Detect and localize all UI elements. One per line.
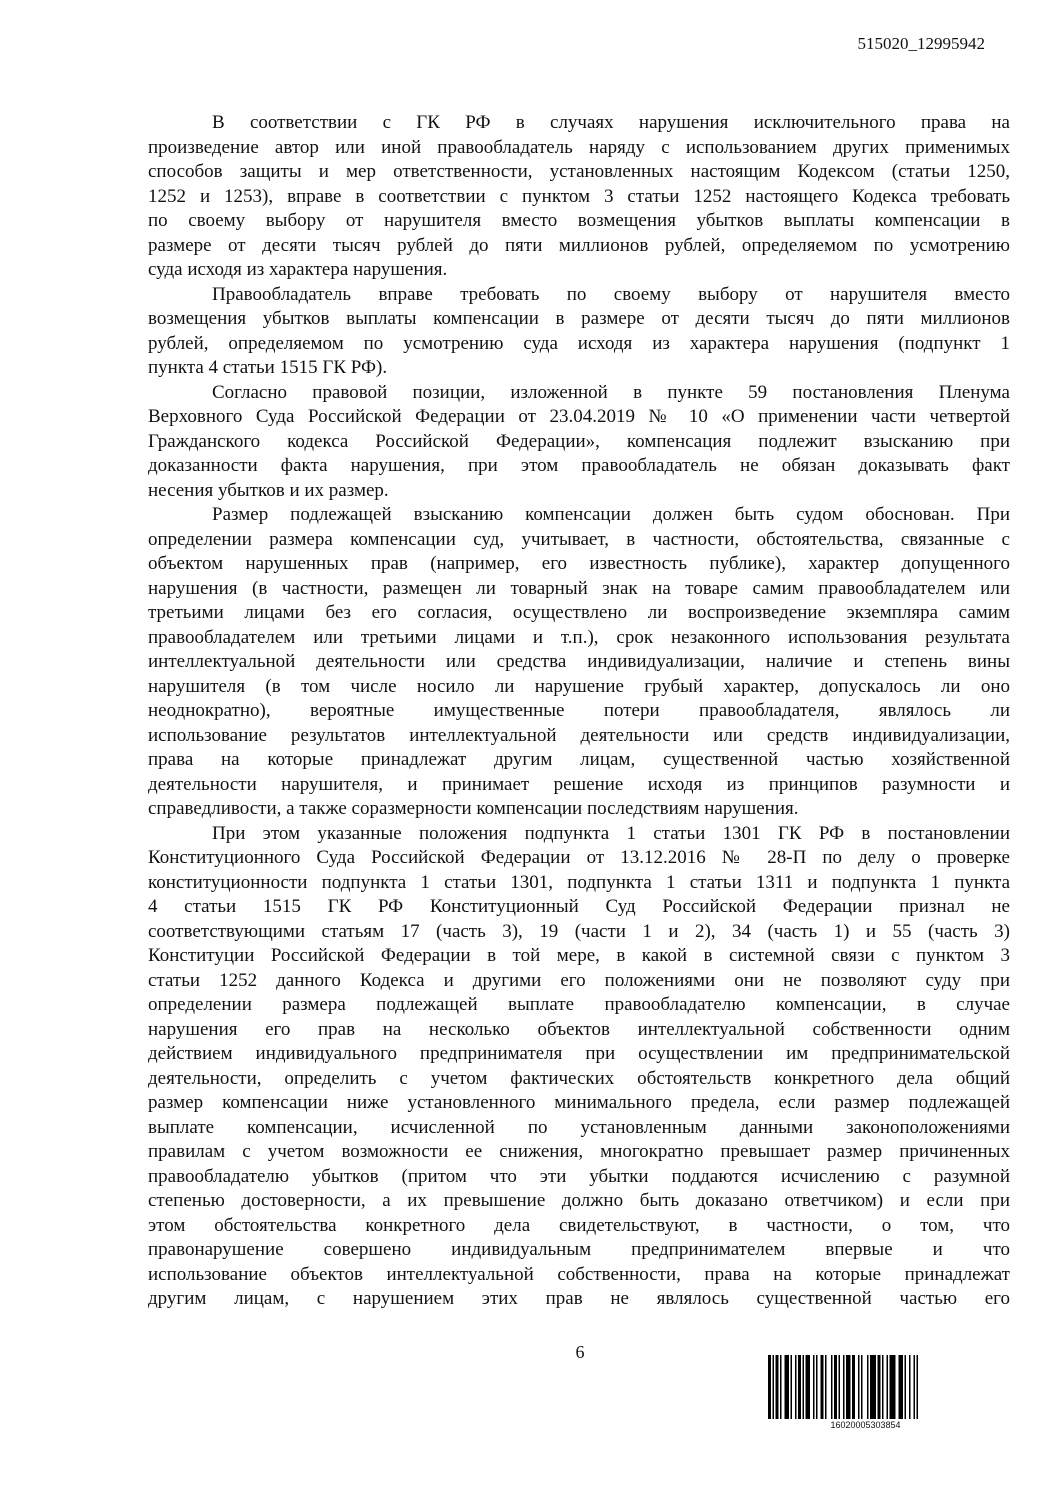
text-line: третьими лицами без его согласия, осуществлено ли воспроизведение экземпляра самим xyxy=(148,602,1010,623)
barcode-bar xyxy=(831,1355,833,1419)
text-line: пункта 4 статьи 1515 ГК РФ). xyxy=(148,357,388,378)
barcode-bar xyxy=(795,1355,797,1419)
text-line: возмещения убытков выплаты компенсации в размере от десяти тысяч до пяти миллионов xyxy=(148,308,1010,329)
text-line: При этом указанные положения подпункта 1 статьи 1301 ГК РФ в постановлении xyxy=(212,822,1010,844)
barcode-bar xyxy=(785,1355,790,1419)
text-line: Верховного Суда Российской Федерации от 23.04.2019 № 10 «О применении части четвертой xyxy=(148,406,1010,427)
barcode-bar xyxy=(846,1355,851,1419)
text-line: другим лицам, с нарушением этих прав не являлось существенной частью его xyxy=(148,1288,1010,1309)
barcode-bar xyxy=(890,1355,896,1419)
text-line: конституционности подпункта 1 статьи 1301, подпункта 1 статьи 1311 и подпункта 1 пункта xyxy=(148,871,1010,893)
paragraph xyxy=(148,503,1010,822)
paragraph xyxy=(148,111,1010,283)
text-line: правонарушение совершено индивидуальным предпринимателем впервые и что xyxy=(148,1239,1010,1260)
text-line: 4 статьи 1515 ГК РФ Конституционный Суд Российской Федерации признал не xyxy=(148,896,1010,917)
text-line: размере от десяти тысяч рублей до пяти миллионов рублей, определяемом по усмотрению xyxy=(148,234,1010,256)
barcode-bar xyxy=(914,1355,916,1419)
page-number: 6 xyxy=(575,1342,585,1362)
barcode-bar xyxy=(852,1355,855,1419)
barcode-bar xyxy=(909,1355,911,1419)
text-line: использование объектов интеллектуальной собственности, права на которые принадлежат xyxy=(148,1263,1010,1285)
barcode xyxy=(768,1355,963,1430)
text-line: 1252 и 1253), вправе в соответствии с пунктом 3 статьи 1252 настоящего Кодекса требовать xyxy=(148,185,1010,207)
barcode-bar xyxy=(858,1355,860,1419)
barcode-number: 16020005303854 xyxy=(830,1420,901,1430)
text-line: правообладателем или третьими лицами и т.п.), срок незаконного использования результата xyxy=(148,626,1010,648)
barcode-bar xyxy=(882,1355,884,1419)
text-line: произведение автор или иной правообладатель наряду с использованием других применимых xyxy=(148,136,1010,158)
barcode-bar xyxy=(791,1355,793,1419)
barcode-bar xyxy=(917,1355,919,1419)
barcode-bar xyxy=(899,1355,904,1419)
barcode-bar xyxy=(813,1355,815,1419)
text-line: использование результатов интеллектуальной деятельности или средств индивидуализации, xyxy=(148,724,1010,746)
barcode-bar xyxy=(887,1355,889,1419)
barcode-bar xyxy=(803,1355,805,1419)
text-line: размер компенсации ниже установленного минимального предела, если размер подлежащей xyxy=(148,1092,1010,1113)
text-line: несения убытков и их размер. xyxy=(148,479,389,501)
barcode-bar xyxy=(806,1355,811,1419)
text-line: определении размера компенсации суд, учитывает, в частности, обстоятельства, связанные с xyxy=(148,528,1010,550)
text-line: статьи 1252 данного Кодекса и другими его положениями они не позволяют суду при xyxy=(148,969,1010,991)
text-line: соответствующими статьям 17 (часть 3), 19 (части 1 и 2), 34 (часть 1) и 55 (часть 3) xyxy=(148,920,1010,942)
text-line: выплате компенсации, исчисленной по установленным данными законоположениями xyxy=(148,1116,1010,1138)
barcode-bar xyxy=(878,1355,881,1419)
document-number: 515020_12995942 xyxy=(857,34,985,53)
barcode-bar xyxy=(839,1355,841,1419)
text-line: Размер подлежащей взысканию компенсации должен быть судом обоснован. При xyxy=(212,504,1010,525)
text-line: права на которые принадлежат другим лицам, существенной частью хозяйственной xyxy=(148,749,1010,770)
barcode-bar xyxy=(867,1355,869,1419)
text-line: суда исходя из характера нарушения. xyxy=(148,259,448,280)
text-line: определении размера подлежащей выплате правообладателю компенсации, в случае xyxy=(148,994,1010,1015)
text-line: рублей, определяемом по усмотрению суда исходя из характера нарушения (подпункт 1 xyxy=(148,332,1010,354)
barcode-bar xyxy=(780,1355,782,1419)
text-line: В соответствии с ГК РФ в случаях нарушения исключительного права на xyxy=(212,112,1010,133)
text-line: неоднократно), вероятные имущественные потери правообладателя, являлось ли xyxy=(148,700,1010,721)
text-line: нарушения (в частности, размещен ли товарный знак на товаре самим правообладателем или xyxy=(148,577,1010,599)
text-line: степенью достоверности, а их превышение должно быть доказано ответчиком) и если при xyxy=(148,1190,1010,1211)
text-line: доказанности факта нарушения, при этом правообладатель не обязан доказывать факт xyxy=(148,455,1010,476)
paragraph xyxy=(148,283,1010,381)
barcode-bar xyxy=(773,1355,775,1419)
barcode-bar xyxy=(825,1355,827,1419)
barcode-bar xyxy=(768,1355,771,1419)
text-line: Конституции Российской Федерации в той мере, в какой в системной связи с пунктом 3 xyxy=(148,945,1010,966)
barcode-bar xyxy=(816,1355,818,1419)
document-body xyxy=(148,111,1010,1312)
text-line: справедливости, а также соразмерности компенсации последствиям нарушения. xyxy=(148,798,799,819)
barcode-bars xyxy=(768,1355,963,1419)
barcode-bar xyxy=(821,1355,824,1419)
text-line: деятельности, определить с учетом фактических обстоятельств конкретного дела общий xyxy=(148,1067,1010,1089)
text-line: нарушителя (в том числе носило ли нарушение грубый характер, допускалось ли оно xyxy=(148,675,1010,697)
text-line: интеллектуальной деятельности или средства индивидуализации, наличие и степень вины xyxy=(148,651,1010,672)
barcode-bar xyxy=(843,1355,845,1419)
barcode-bar xyxy=(834,1355,837,1419)
text-line: Правообладатель вправе требовать по своему выбору от нарушителя вместо xyxy=(212,283,1010,305)
text-line: по своему выбору от нарушителя вместо возмещения убытков выплаты компенсации в xyxy=(148,210,1010,231)
text-line: Гражданского кодекса Российской Федерации», компенсация подлежит взысканию при xyxy=(148,430,1010,452)
paragraph xyxy=(148,822,1010,1312)
text-line: действием индивидуального предпринимателя при осуществлении им предпринимательской xyxy=(148,1043,1010,1064)
barcode-bar xyxy=(776,1355,779,1419)
text-line: правообладателю убытков (притом что эти убытки поддаются исчислению с разумной xyxy=(148,1165,1010,1187)
barcode-bar xyxy=(905,1355,907,1419)
text-line: этом обстоятельства конкретного дела свидетельствуют, в частности, о том, что xyxy=(148,1214,1010,1236)
text-line: Конституционного Суда Российской Федерации от 13.12.2016 № 28-П по делу о проверке xyxy=(148,847,1010,868)
text-line: объектом нарушенных прав (например, его известность публике), характер допущенного xyxy=(148,553,1010,574)
text-line: деятельности нарушителя, и принимает решение исходя из принципов разумности и xyxy=(148,773,1010,795)
text-line: правилам с учетом возможности ее снижения, многократно превышает размер причиненных xyxy=(148,1141,1010,1162)
text-line: способов защиты и мер ответственности, установленных настоящим Кодексом (статьи 1250, xyxy=(148,161,1010,182)
barcode-bar xyxy=(870,1355,876,1419)
paragraph xyxy=(148,381,1010,504)
text-line: Согласно правовой позиции, изложенной в пункте 59 постановления Пленума xyxy=(212,381,1010,403)
text-line: нарушения его прав на несколько объектов интеллектуальной собственности одним xyxy=(148,1018,1010,1040)
barcode-bar xyxy=(798,1355,801,1419)
barcode-bar xyxy=(861,1355,863,1419)
